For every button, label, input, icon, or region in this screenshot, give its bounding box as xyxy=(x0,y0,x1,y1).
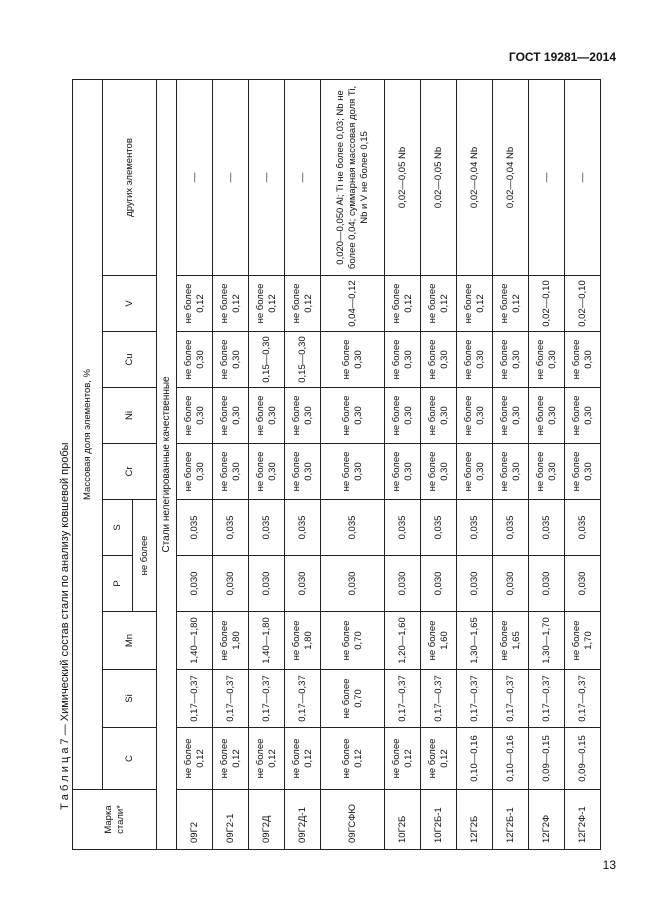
cell-cu: 0,15—0,30 xyxy=(285,332,321,388)
cell-cu: не более 0,30 xyxy=(385,332,421,388)
cell-c: не более 0,12 xyxy=(177,728,213,790)
cell-grade: 09Г2Д-1 xyxy=(285,790,321,850)
cell-ni: не более 0,30 xyxy=(385,388,421,444)
cell-v: не более 0,12 xyxy=(421,276,457,332)
col-header-mn: Mn xyxy=(103,612,157,670)
cell-cu: не более 0,30 xyxy=(421,332,457,388)
table-row xyxy=(249,79,285,849)
cell-other: — xyxy=(285,79,321,275)
section-title: Стали нелегированные качественные xyxy=(157,79,177,849)
standard-number: ГОСТ 19281—2014 xyxy=(508,50,616,64)
cell-v: не более 0,12 xyxy=(493,276,529,332)
cell-ni: не более 0,30 xyxy=(249,388,285,444)
cell-p: 0,030 xyxy=(385,556,421,612)
grade-header: Марка стали* xyxy=(73,790,157,850)
table-row xyxy=(529,79,565,849)
table-row xyxy=(565,79,601,849)
cell-v: 0,02—0,10 xyxy=(529,276,565,332)
cell-grade: 09Г2-1 xyxy=(213,790,249,850)
cell-cu: не более 0,30 xyxy=(177,332,213,388)
cell-ni: не более 0,30 xyxy=(565,388,601,444)
cell-mn: 1,30—1,70 xyxy=(529,612,565,670)
max-note-header: не более xyxy=(133,500,157,612)
cell-p: 0,030 xyxy=(421,556,457,612)
cell-mn: не более 1,80 xyxy=(213,612,249,670)
cell-other: — xyxy=(529,79,565,275)
cell-mn: не более 1,60 xyxy=(421,612,457,670)
cell-cu: 0,15—0,30 xyxy=(249,332,285,388)
cell-other: 0,02—0,04 Nb xyxy=(457,79,493,275)
table-row xyxy=(321,79,385,849)
cell-cr: не более 0,30 xyxy=(457,444,493,500)
cell-cr: не более 0,30 xyxy=(213,444,249,500)
cell-other: — xyxy=(177,79,213,275)
table-row xyxy=(177,79,213,849)
col-header-cu: Cu xyxy=(103,332,157,388)
table-row xyxy=(385,79,421,849)
cell-si: 0,17—0,37 xyxy=(249,670,285,728)
cell-si: не более 0,70 xyxy=(321,670,385,728)
cell-c: не более 0,12 xyxy=(249,728,285,790)
table-row xyxy=(213,79,249,849)
cell-mn: не более 0,70 xyxy=(321,612,385,670)
cell-ni: не более 0,30 xyxy=(177,388,213,444)
cell-si: 0,17—0,37 xyxy=(285,670,321,728)
cell-cr: не более 0,30 xyxy=(177,444,213,500)
cell-ni: не более 0,30 xyxy=(213,388,249,444)
cell-ni: не более 0,30 xyxy=(321,388,385,444)
cell-ni: не более 0,30 xyxy=(421,388,457,444)
cell-cr: не более 0,30 xyxy=(249,444,285,500)
cell-v: 0,04—0,12 xyxy=(321,276,385,332)
cell-c: не более 0,12 xyxy=(385,728,421,790)
cell-v: 0,02—0,10 xyxy=(565,276,601,332)
cell-v: не более 0,12 xyxy=(285,276,321,332)
cell-p: 0,030 xyxy=(321,556,385,612)
cell-p: 0,030 xyxy=(493,556,529,612)
cell-mn: не более 1,65 xyxy=(493,612,529,670)
cell-c: 0,09—0,15 xyxy=(529,728,565,790)
col-header-other: других элементов xyxy=(103,79,157,275)
cell-c: 0,10—0,16 xyxy=(457,728,493,790)
cell-cr: не более 0,30 xyxy=(321,444,385,500)
table-row xyxy=(421,79,457,849)
table-row xyxy=(493,79,529,849)
cell-s: 0,035 xyxy=(565,500,601,556)
col-header-si: Si xyxy=(103,670,157,728)
table-row xyxy=(457,79,493,849)
page-number: 13 xyxy=(602,858,616,872)
cell-cu: не более 0,30 xyxy=(321,332,385,388)
cell-c: не более 0,12 xyxy=(285,728,321,790)
cell-p: 0,030 xyxy=(213,556,249,612)
cell-p: 0,030 xyxy=(457,556,493,612)
cell-grade: 12Г2Б-1 xyxy=(493,790,529,850)
cell-s: 0,035 xyxy=(321,500,385,556)
cell-p: 0,030 xyxy=(285,556,321,612)
cell-c: не более 0,12 xyxy=(213,728,249,790)
cell-cr: не более 0,30 xyxy=(421,444,457,500)
cell-v: не более 0,12 xyxy=(213,276,249,332)
cell-si: 0,17—0,37 xyxy=(493,670,529,728)
cell-s: 0,035 xyxy=(529,500,565,556)
table-caption-text: 7 — Химический состав стали по анализу ковшевой пробы xyxy=(59,442,71,745)
cell-ni: не более 0,30 xyxy=(529,388,565,444)
cell-cu: не более 0,30 xyxy=(457,332,493,388)
cell-s: 0,035 xyxy=(285,500,321,556)
cell-cr: не более 0,30 xyxy=(565,444,601,500)
cell-ni: не более 0,30 xyxy=(457,388,493,444)
cell-c: 0,09—0,15 xyxy=(565,728,601,790)
cell-c: не более 0,12 xyxy=(421,728,457,790)
cell-si: 0,17—0,37 xyxy=(565,670,601,728)
col-header-v: V xyxy=(103,276,157,332)
cell-grade: 12Г2Ф-1 xyxy=(565,790,601,850)
cell-cu: не более 0,30 xyxy=(213,332,249,388)
cell-cr: не более 0,30 xyxy=(385,444,421,500)
cell-si: 0,17—0,37 xyxy=(529,670,565,728)
cell-ni: не более 0,30 xyxy=(285,388,321,444)
cell-grade: 12Г2Б xyxy=(457,790,493,850)
cell-grade: 09ГСФЮ xyxy=(321,790,385,850)
cell-si: 0,17—0,37 xyxy=(457,670,493,728)
cell-cu: не более 0,30 xyxy=(565,332,601,388)
cell-mn: 1,40—1,80 xyxy=(249,612,285,670)
cell-p: 0,030 xyxy=(565,556,601,612)
cell-s: 0,035 xyxy=(177,500,213,556)
cell-cr: не более 0,30 xyxy=(285,444,321,500)
cell-mn: 1,20—1,60 xyxy=(385,612,421,670)
cell-other: — xyxy=(565,79,601,275)
cell-other: — xyxy=(213,79,249,275)
cell-v: не более 0,12 xyxy=(457,276,493,332)
cell-other: 0,020—0,050 Al; Ti не более 0,03; Nb не более 0,04; суммарная массовая доля Ti, Nb и V не более 0,15 xyxy=(321,79,385,275)
cell-grade: 09Г2Д xyxy=(249,790,285,850)
cell-p: 0,030 xyxy=(177,556,213,612)
cell-mn: 1,30—1,65 xyxy=(457,612,493,670)
cell-c: 0,10—0,16 xyxy=(493,728,529,790)
cell-cu: не более 0,30 xyxy=(529,332,565,388)
cell-cu: не более 0,30 xyxy=(493,332,529,388)
cell-s: 0,035 xyxy=(493,500,529,556)
col-header-c: C xyxy=(103,728,157,790)
col-header-cr: Cr xyxy=(103,444,157,500)
cell-other: 0,02—0,05 Nb xyxy=(421,79,457,275)
cell-s: 0,035 xyxy=(213,500,249,556)
table-body xyxy=(177,79,601,849)
cell-s: 0,035 xyxy=(249,500,285,556)
table-caption-label: Т а б л и ц а xyxy=(59,747,71,810)
cell-grade: 09Г2 xyxy=(177,790,213,850)
col-header-s: S xyxy=(103,500,133,556)
cell-s: 0,035 xyxy=(457,500,493,556)
cell-other: 0,02—0,04 Nb xyxy=(493,79,529,275)
cell-v: не более 0,12 xyxy=(249,276,285,332)
col-header-p: P xyxy=(103,556,133,612)
cell-si: 0,17—0,37 xyxy=(385,670,421,728)
table-rotated-container xyxy=(72,80,594,850)
mass-fraction-header: Массовая доля элементов, % xyxy=(73,79,103,789)
col-header-ni: Ni xyxy=(103,388,157,444)
cell-v: не более 0,12 xyxy=(385,276,421,332)
cell-mn: не более 1,80 xyxy=(285,612,321,670)
cell-other: 0,02—0,05 Nb xyxy=(385,79,421,275)
cell-si: 0,17—0,37 xyxy=(421,670,457,728)
table-row xyxy=(285,79,321,849)
cell-grade: 10Г2Б xyxy=(385,790,421,850)
cell-other: — xyxy=(249,79,285,275)
cell-v: не более 0,12 xyxy=(177,276,213,332)
cell-grade: 10Г2Б-1 xyxy=(421,790,457,850)
cell-s: 0,035 xyxy=(385,500,421,556)
cell-p: 0,030 xyxy=(249,556,285,612)
cell-ni: не более 0,30 xyxy=(493,388,529,444)
cell-cr: не более 0,30 xyxy=(493,444,529,500)
cell-p: 0,030 xyxy=(529,556,565,612)
cell-grade: 12Г2Ф xyxy=(529,790,565,850)
cell-cr: не более 0,30 xyxy=(529,444,565,500)
chemical-composition-table xyxy=(72,79,601,850)
cell-si: 0,17—0,37 xyxy=(177,670,213,728)
cell-c: не более 0,12 xyxy=(321,728,385,790)
cell-s: 0,035 xyxy=(421,500,457,556)
cell-mn: 1,40—1,80 xyxy=(177,612,213,670)
cell-mn: не более 1,70 xyxy=(565,612,601,670)
table-caption xyxy=(57,70,73,810)
cell-si: 0,17—0,37 xyxy=(213,670,249,728)
